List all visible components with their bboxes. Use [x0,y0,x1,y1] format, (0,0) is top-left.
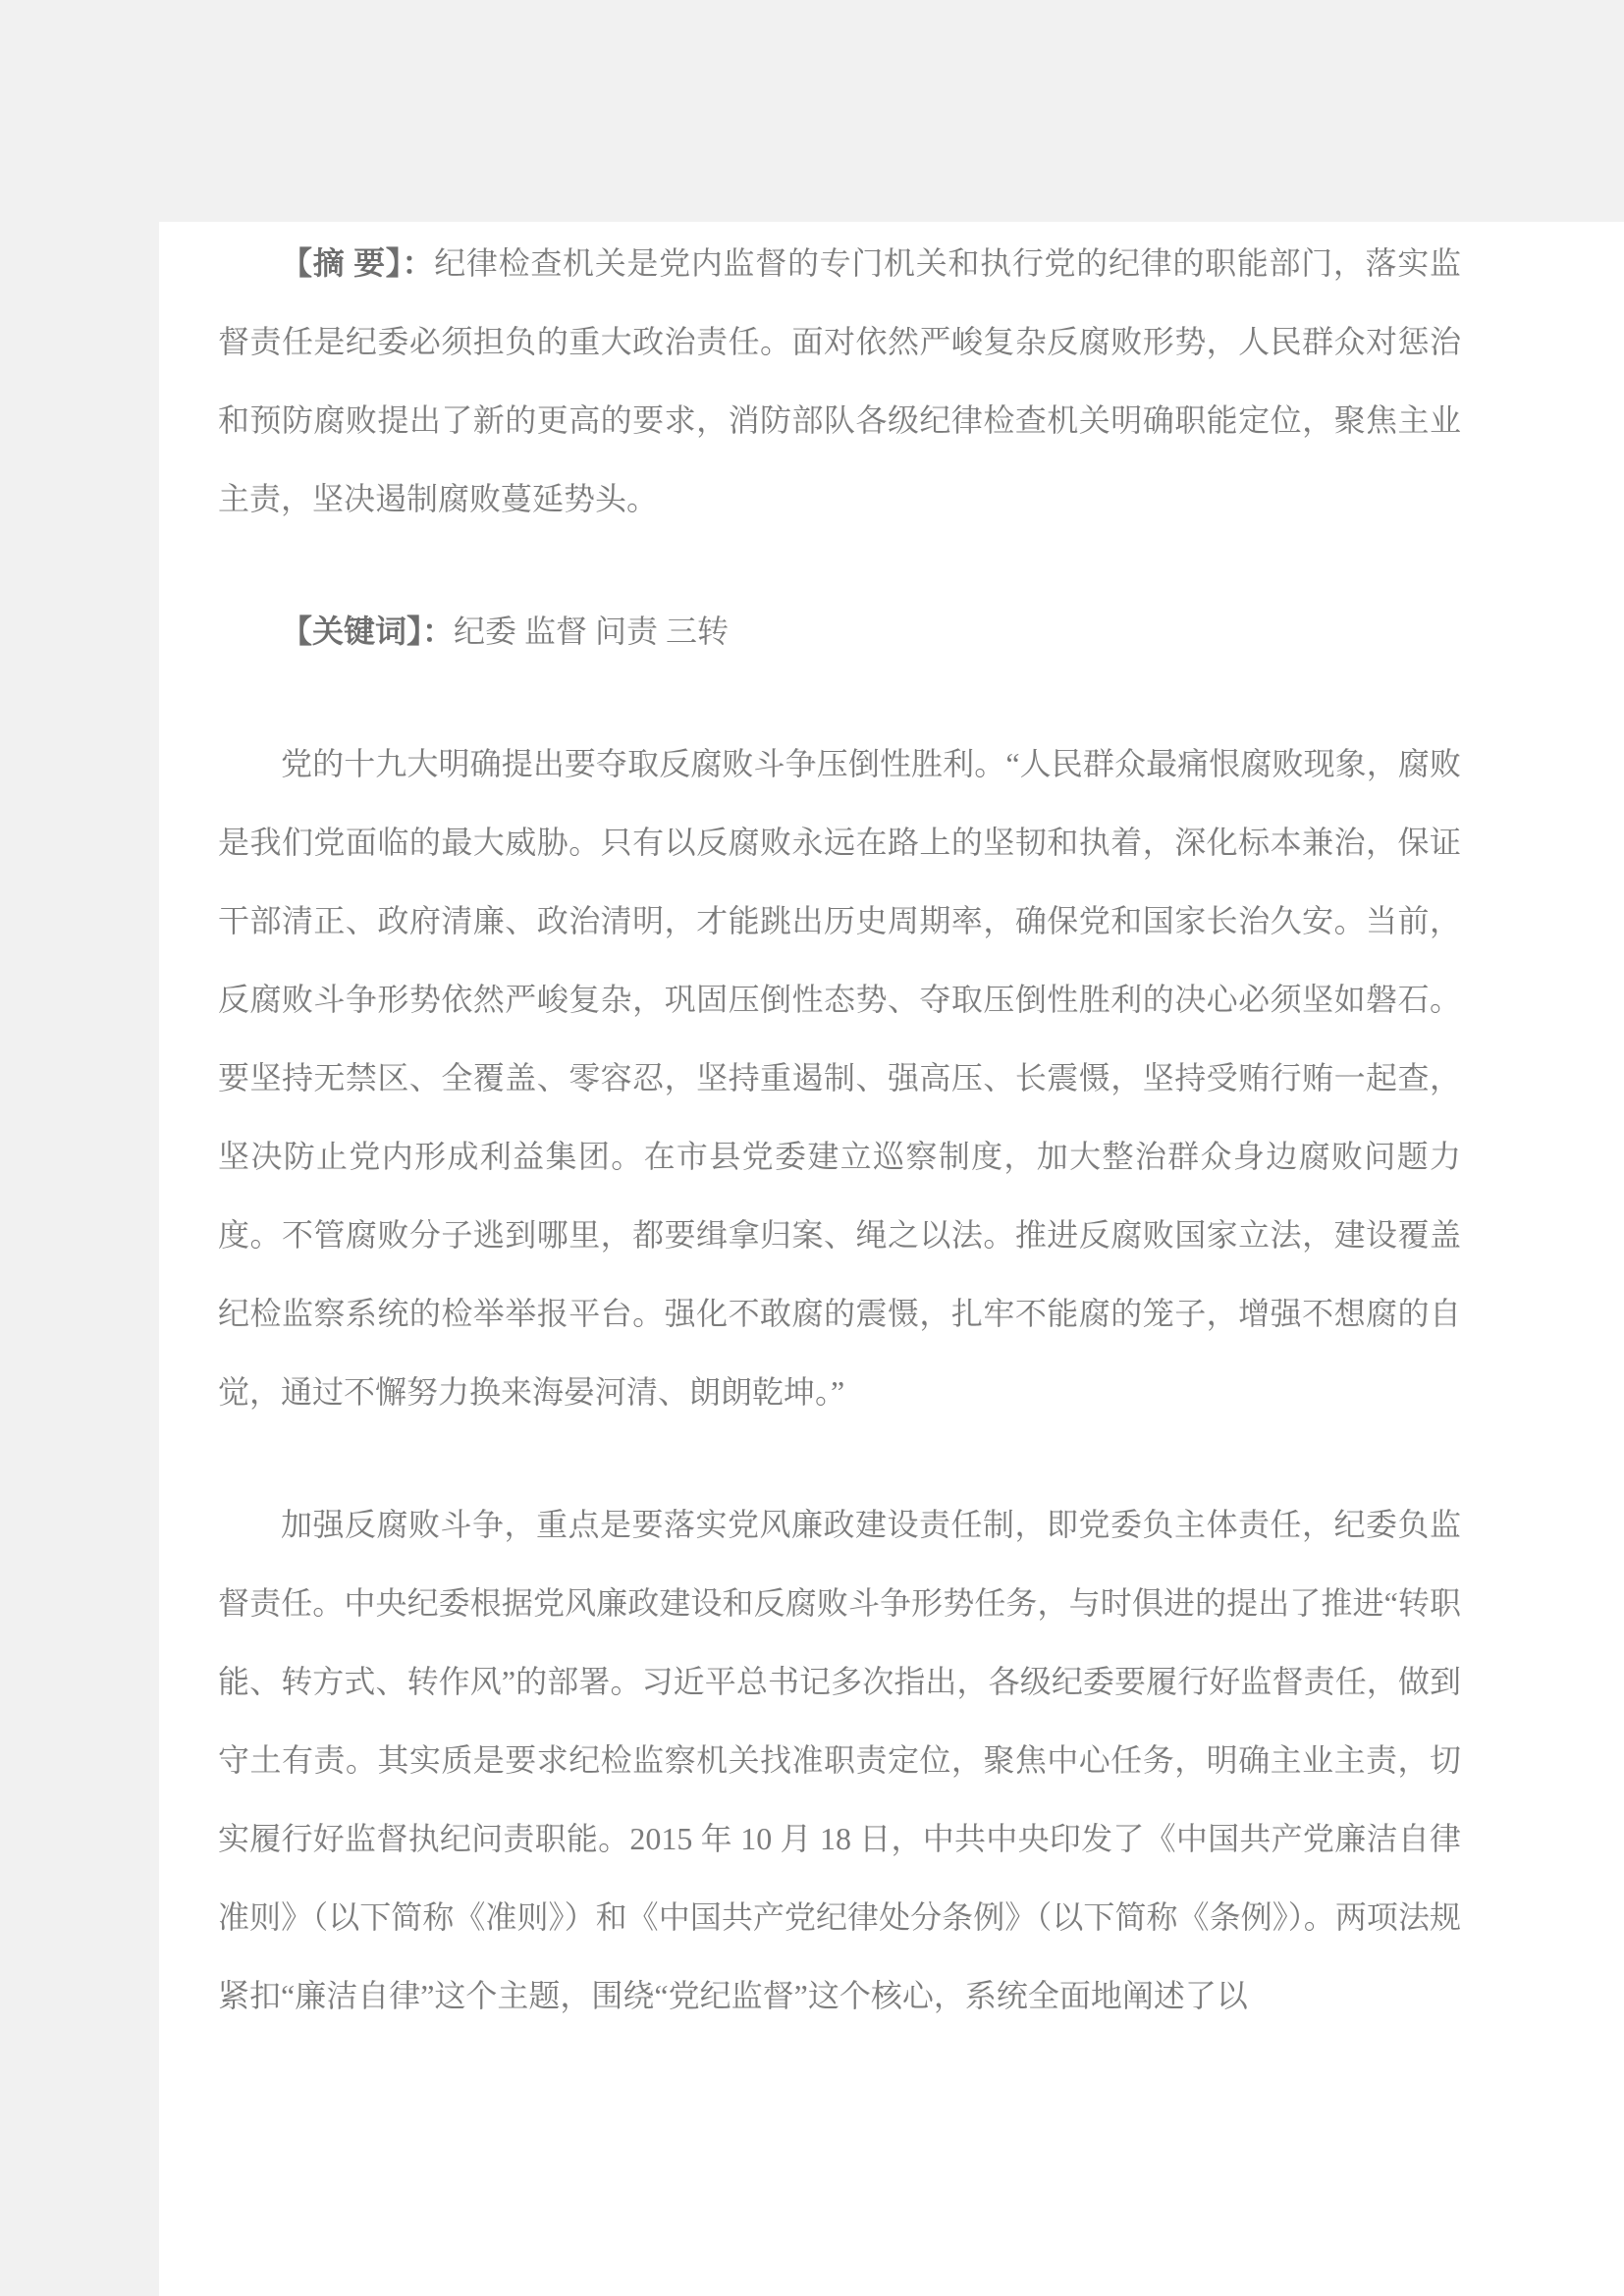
keywords-text: 纪委 监督 问责 三转 [454,614,730,649]
body-paragraph-2: 加强反腐败斗争，重点是要落实党风廉政建设责任制，即党委负主体责任，纪委负监督责任。中央纪委根据党风廉政建设和反腐败斗争形势任务，与时俱进的提出了推进“转职能、转方式、转作风”的部署。习近平总书记多次指出，各级纪委要履行好监督责任，做到守土有责。其实质是要求纪检监察机关找准职责定位，聚焦中心任务，明确主业主责，切实履行好监督执纪问责职能。2015 年 10 月 18 日，中共中央印发了《中国共产党廉洁自律准则》（以下简称《准则》）和《中国共产党纪律处分条例》（以下简称《条例》）。两项法规紧扣“廉洁自律”这个主题，围绕“党纪监督”这个核心，系统全面地阐述了以 [218,1507,1461,2013]
abstract-paragraph [218,224,1461,538]
abstract-text: 纪律检查机关是党内监督的专门机关和执行党的纪律的职能部门，落实监督责任是纪委必须担负的重大政治责任。面对依然严峻复杂反腐败形势，人民群众对惩治和预防腐败提出了新的更高的要求，消防部队各级纪律检查机关明确职能定位，聚焦主业主责，坚决遏制腐败蔓延势头。 [218,245,1461,516]
document-page [159,222,1624,2296]
page-content [159,222,1624,2296]
abstract-label: 【摘 要】： [281,245,435,281]
keywords-label: 【关键词】： [281,614,455,649]
body-paragraph-1: 党的十九大明确提出要夺取反腐败斗争压倒性胜利。“人民群众最痛恨腐败现象，腐败是我们党面临的最大威胁。只有以反腐败永远在路上的坚韧和执着，深化标本兼治，保证干部清正、政府清廉、政治清明，才能跳出历史周期率，确保党和国家长治久安。当前，反腐败斗争形势依然严峻复杂，巩固压倒性态势、夺取压倒性胜利的决心必须坚如磐石。要坚持无禁区、全覆盖、零容忍，坚持重遏制、强高压、长震慑，坚持受贿行贿一起查，坚决防止党内形成利益集团。在市县党委建立巡察制度，加大整治群众身边腐败问题力度。不管腐败分子逃到哪里，都要缉拿归案、绳之以法。推进反腐败国家立法，建设覆盖纪检监察系统的检举举报平台。强化不敢腐的震慑，扎牢不能腐的笼子，增强不想腐的自觉，通过不懈努力换来海晏河清、朗朗乾坤。” [218,746,1461,1410]
keywords-paragraph [218,592,1461,670]
